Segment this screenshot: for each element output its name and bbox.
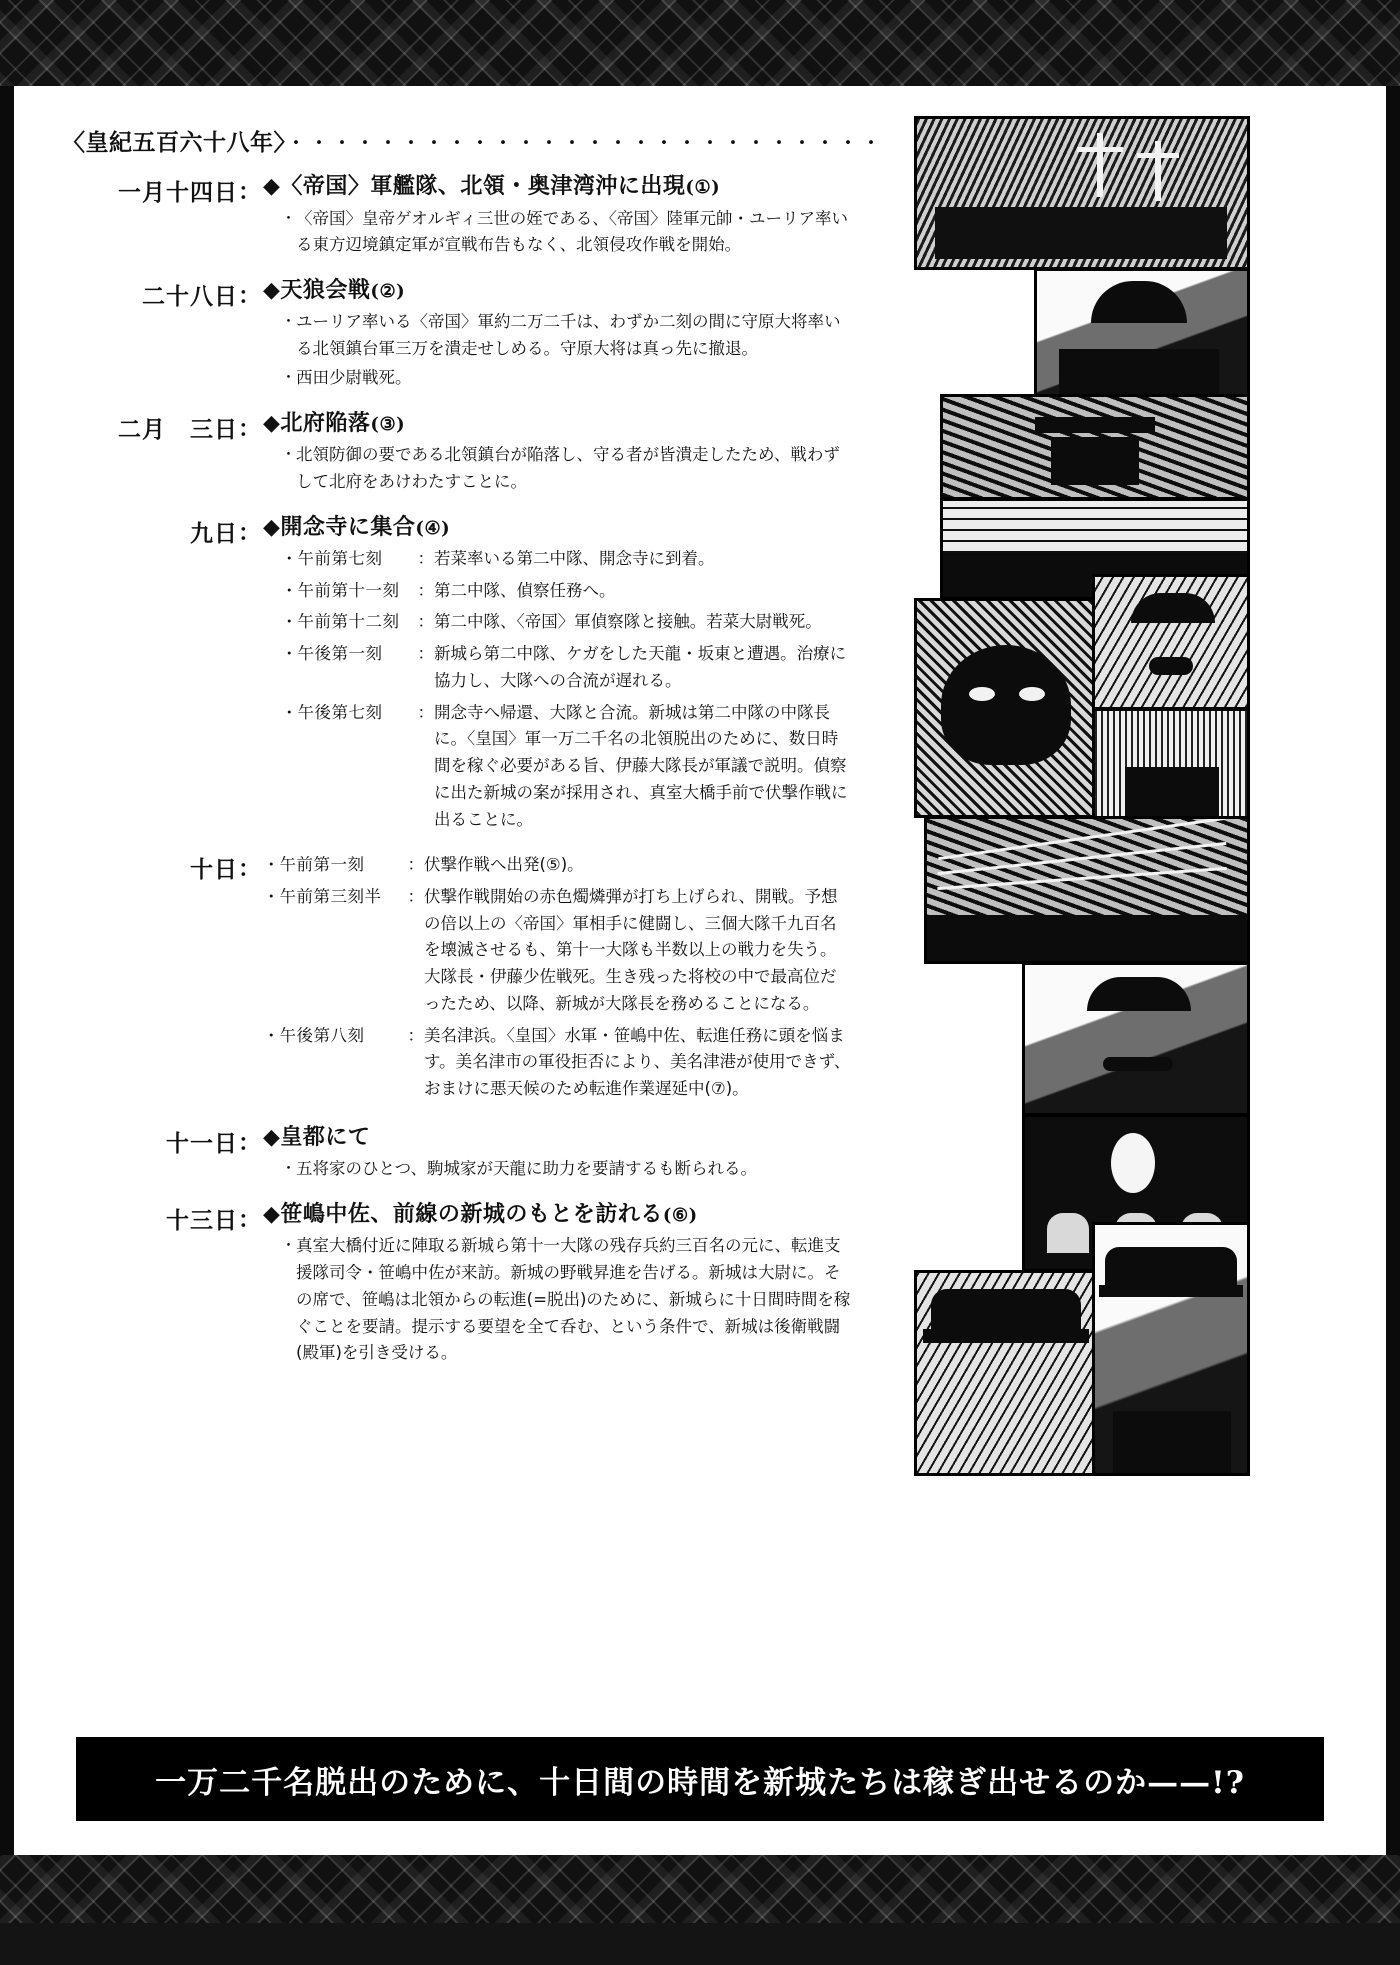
- footer-banner-text: 一万二千名脱出のために、十日間の時間を新城たちは稼ぎ出せるのか——!?: [155, 1764, 1245, 1801]
- entry-jan-14: [62, 173, 852, 261]
- entry-headline: [263, 277, 852, 305]
- sub-separator: ：: [407, 886, 424, 906]
- entry-headline: [263, 1124, 852, 1152]
- entry-headline: [263, 514, 852, 542]
- entry-date: 十一日: [166, 1129, 238, 1157]
- chronology-column: [62, 124, 884, 1369]
- entry-headline: [263, 410, 852, 438]
- list-item: [281, 365, 852, 392]
- entry-jan-28: [62, 277, 852, 394]
- bullet-text: 〈帝国〉皇帝ゲオルギィ三世の姪である、〈帝国〉陸軍元帥・ユーリア率いる東方辺境鎮定軍が宣戦布告もなく、北領侵攻作戦を開始。: [296, 208, 848, 255]
- sub-text: 伏撃作戦へ出発(⑤)。: [424, 855, 584, 875]
- entry-feb-9: [62, 514, 852, 839]
- entry-headline: [263, 1201, 852, 1229]
- bullet-dot: ・: [281, 1159, 297, 1178]
- list-item: [281, 442, 852, 495]
- sub-separator: ：: [407, 855, 424, 875]
- era-heading-text: 〈皇紀五百六十八年〉: [62, 129, 286, 156]
- entry-headline-text: ◆開念寺に集合: [263, 513, 416, 540]
- footer-banner: [76, 1737, 1324, 1821]
- sub-time: 午後第一刻: [297, 644, 383, 664]
- entry-headline-text: ◆〈帝国〉軍艦隊、北領・奥津湾沖に出現: [263, 173, 686, 199]
- entry-colon: ：: [238, 1205, 261, 1233]
- list-item: [281, 578, 852, 605]
- sub-time: 午前第七刻: [297, 549, 383, 569]
- list-item: [281, 309, 852, 362]
- sub-time: 午後第七刻: [297, 702, 383, 722]
- sub-time: 午前第三刻半: [279, 886, 382, 906]
- entry-bullets: [263, 206, 852, 259]
- sub-text: 伏撃作戦開始の赤色燭燐弾が打ち上げられ、開戦。予想の倍以上の〈帝国〉軍相手に健闘し、三個大隊千九百名を壊滅させるも、第十一大隊も半数以上の戦力を失う。大隊長・伊藤少佐戦死。生き残った将校の中で最高位だったため、以降、新城が大隊長を務めることになる。: [424, 886, 838, 1013]
- list-item: [281, 546, 852, 573]
- entry-date: 十日: [190, 856, 238, 884]
- entry-headline-num: (②): [370, 280, 406, 302]
- sub-text: 美名津浜。〈皇国〉水軍・笹嶋中佐、転進任務に頭を悩ます。美名津市の軍役拒否により、美名津港が使用できず、おまけに悪天候のため転進作業遅延中(⑦)。: [424, 1025, 851, 1098]
- bullet-dot: ・: [281, 612, 298, 632]
- bullet-dot: ・: [281, 367, 297, 386]
- entry-headline: [263, 173, 852, 201]
- entry-feb-11: [62, 1124, 852, 1185]
- entry-colon: ：: [238, 281, 261, 309]
- entry-headline-text: ◆天狼会戦: [263, 276, 371, 303]
- top-border-pattern: [0, 0, 1400, 86]
- bullet-dot: ・: [263, 1025, 280, 1045]
- bullet-text: 西田少尉戦死。: [296, 367, 412, 387]
- panel-shouting-officer: [1092, 574, 1250, 710]
- list-item: [281, 609, 852, 636]
- entry-bullets: [263, 309, 852, 391]
- bullet-dot: ・: [281, 644, 298, 664]
- entry-bullets: [263, 442, 852, 495]
- entry-feb-3: [62, 410, 852, 498]
- era-heading: [62, 124, 884, 157]
- sub-separator: ：: [417, 644, 434, 664]
- sub-text: 新城ら第二中隊、ケガをした天龍・坂東と遭遇。治療に協力し、大隊への合流が遅れる。: [434, 644, 847, 690]
- entry-body: [261, 277, 852, 394]
- sub-text: 若菜率いる第二中隊、開念寺に到着。: [434, 549, 715, 569]
- sub-text: 開念寺へ帰還、大隊と合流。新城は第二中隊の中隊長に。〈皇国〉軍一万二千名の北領脱出のために、数日時間を稼ぐ必要がある旨、伊藤大隊長が軍議で説明。偵察に出た新城の案が採用され、真室大橋手前で伏撃作戦に出ることに。: [434, 702, 848, 829]
- list-item: [263, 884, 852, 1018]
- sub-separator: ：: [417, 702, 434, 722]
- entry-headline-num: (①): [685, 177, 721, 198]
- entry-body: [261, 410, 852, 498]
- list-item: [281, 1156, 852, 1183]
- bullet-dot: ・: [263, 855, 280, 875]
- entry-headline-text: ◆笹嶋中佐、前線の新城のもとを訪れる: [263, 1200, 663, 1227]
- sub-time: 午前第一刻: [279, 855, 365, 875]
- sub-text: 第二中隊、偵察任務へ。: [434, 580, 616, 600]
- bullet-dot: ・: [281, 312, 297, 331]
- bullet-dot: ・: [281, 1236, 297, 1255]
- sub-time: 午前第十一刻: [297, 580, 400, 600]
- panel-soldier-portrait: [1034, 268, 1250, 398]
- panel-spear-line: [924, 816, 1250, 964]
- bullet-dot: ・: [281, 549, 298, 569]
- list-item: [263, 1023, 852, 1103]
- panel-officer-cap: [914, 1270, 1098, 1476]
- entry-colon: ：: [238, 518, 261, 546]
- entry-colon: ：: [238, 414, 261, 442]
- entry-bullets: [263, 1233, 852, 1367]
- sub-separator: ：: [417, 549, 434, 569]
- document-content: [14, 86, 1386, 1855]
- bottom-bar: [0, 1923, 1400, 1965]
- entry-sub-list: [263, 852, 852, 1102]
- bullet-text: 北領防御の要である北領鎮台が陥落し、守る者が皆潰走したため、戦わずして北府をあけわたすことに。: [296, 445, 840, 491]
- entry-headline-num: (③): [370, 413, 406, 435]
- entry-feb-13: [62, 1201, 852, 1369]
- bullet-dot: ・: [281, 445, 297, 464]
- list-item: [281, 206, 852, 259]
- document-sheet: [14, 86, 1386, 1855]
- entry-feb-10: [62, 850, 852, 1107]
- entry-date: 二十八日: [142, 282, 238, 310]
- entry-body: [261, 850, 852, 1107]
- entry-body: [261, 514, 852, 839]
- bullet-dot: ・: [281, 208, 297, 227]
- panel-temple-gate: [940, 394, 1250, 500]
- panel-mustached-man: [1022, 962, 1250, 1116]
- entry-date: 二月 三日: [118, 415, 238, 443]
- entry-headline-text: ◆北府陥落: [263, 409, 371, 436]
- bullet-dot: ・: [281, 702, 298, 722]
- entry-body: [261, 1124, 852, 1185]
- list-item: [281, 700, 852, 834]
- entry-date: 十三日: [166, 1206, 238, 1234]
- sub-text: 第二中隊、〈帝国〉軍偵察隊と接触。若菜大尉戦死。: [434, 612, 822, 632]
- bullet-dot: ・: [281, 580, 298, 600]
- entry-headline-num: (④): [415, 517, 451, 539]
- list-item: [281, 641, 852, 694]
- list-item: [263, 852, 852, 879]
- entry-date: 九日: [190, 519, 238, 547]
- era-heading-dots: ・・・・・・・・・・・・・・・・・・・・・・・・・・: [285, 131, 884, 155]
- sub-time: 午後第八刻: [279, 1025, 365, 1045]
- panel-officer-reaction: [1092, 708, 1250, 820]
- entry-colon: ：: [238, 1128, 261, 1156]
- entry-date: 一月十四日: [118, 179, 238, 206]
- sub-separator: ：: [407, 1025, 424, 1045]
- entry-colon: ：: [238, 178, 261, 205]
- entry-headline-num: (⑥): [662, 1204, 698, 1226]
- panel-fleet-at-sea: [914, 116, 1250, 270]
- bullet-dot: ・: [263, 886, 280, 906]
- bullet-text: ユーリア率いる〈帝国〉軍約二万二千は、わずか二刻の間に守原大将率いる北領鎮台軍三万を潰走せしめる。守原大将は真っ先に撤退。: [296, 312, 841, 359]
- sub-separator: ：: [417, 580, 434, 600]
- sub-time: 午前第十二刻: [297, 612, 400, 632]
- illustration-strip: [914, 116, 1374, 1676]
- panel-naval-officer: [1092, 1222, 1250, 1476]
- entry-colon: ：: [238, 855, 261, 883]
- entry-body: [261, 1201, 852, 1369]
- entry-body: [261, 173, 852, 261]
- bullet-text: 五将家のひとつ、駒城家が天龍に助力を要請するも断られる。: [296, 1159, 758, 1179]
- panel-dragon-head: [914, 598, 1098, 818]
- entry-bullets: [263, 1156, 852, 1183]
- sub-separator: ：: [417, 612, 434, 632]
- bullet-text: 真室大橋付近に陣取る新城ら第十一大隊の残存兵約三百名の元に、転進支援隊司令・笹嶋中佐が来訪。新城の野戦昇進を告げる。新城は大尉に。その席で、笹嶋は北領からの転進(=脱出)のために、新城らに十日間時間を稼ぐことを要請。提示する要望を全て呑む、という条件で、新城は後衛戦闘(殿軍)を引き受ける。: [296, 1236, 851, 1363]
- list-item: [281, 1233, 852, 1367]
- entry-headline-text: ◆皇都にて: [263, 1123, 371, 1150]
- entry-sub-list: [263, 546, 852, 833]
